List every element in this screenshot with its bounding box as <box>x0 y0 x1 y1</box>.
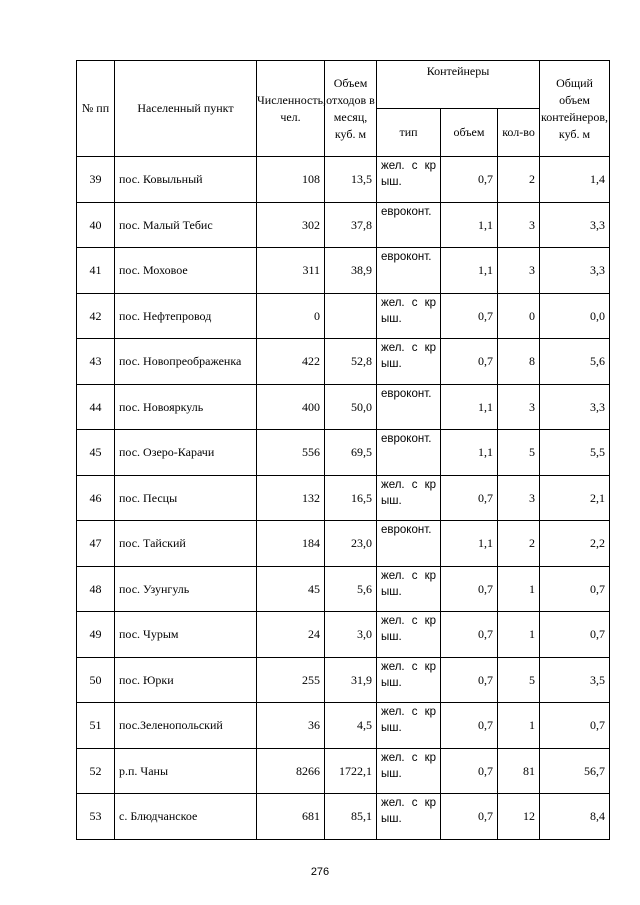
row-num: 42 <box>77 293 115 339</box>
row-population: 24 <box>257 612 325 658</box>
row-population: 311 <box>257 248 325 294</box>
row-num: 43 <box>77 339 115 385</box>
row-num: 40 <box>77 202 115 248</box>
row-num: 49 <box>77 612 115 658</box>
row-total-volume: 3,3 <box>540 248 610 294</box>
row-locality: пос. Тайский <box>115 521 257 567</box>
row-container-volume: 1,1 <box>441 248 498 294</box>
row-container-count: 81 <box>498 748 540 794</box>
row-container-count: 0 <box>498 293 540 339</box>
row-container-type: жел. с крыш. <box>377 703 441 749</box>
row-container-volume: 0,7 <box>441 566 498 612</box>
row-volume-monthly: 69,5 <box>325 430 377 476</box>
table-row <box>77 475 610 521</box>
page-number: 276 <box>310 866 330 878</box>
row-container-count: 5 <box>498 657 540 703</box>
table-row <box>77 703 610 749</box>
row-container-type: евроконт. <box>377 430 441 476</box>
row-container-type: жел. с крыш. <box>377 293 441 339</box>
row-volume-monthly: 52,8 <box>325 339 377 385</box>
row-total-volume: 0,7 <box>540 566 610 612</box>
row-population: 681 <box>257 794 325 840</box>
table-row <box>77 157 610 203</box>
row-total-volume: 2,2 <box>540 521 610 567</box>
row-locality: пос. Песцы <box>115 475 257 521</box>
row-num: 39 <box>77 157 115 203</box>
row-population: 132 <box>257 475 325 521</box>
row-container-volume: 0,7 <box>441 748 498 794</box>
row-container-volume: 0,7 <box>441 339 498 385</box>
row-container-type: евроконт. <box>377 248 441 294</box>
row-container-type: евроконт. <box>377 384 441 430</box>
header-count: кол-во <box>498 109 540 157</box>
row-total-volume: 5,6 <box>540 339 610 385</box>
row-locality: с. Блюдчанское <box>115 794 257 840</box>
row-container-count: 12 <box>498 794 540 840</box>
row-volume-monthly: 85,1 <box>325 794 377 840</box>
row-total-volume: 5,5 <box>540 430 610 476</box>
row-container-count: 1 <box>498 612 540 658</box>
row-population: 422 <box>257 339 325 385</box>
row-container-volume: 0,7 <box>441 612 498 658</box>
table-body <box>77 157 610 840</box>
row-num: 52 <box>77 748 115 794</box>
row-population: 45 <box>257 566 325 612</box>
row-locality: пос. Ковыльный <box>115 157 257 203</box>
row-total-volume: 8,4 <box>540 794 610 840</box>
row-container-count: 8 <box>498 339 540 385</box>
row-total-volume: 1,4 <box>540 157 610 203</box>
row-locality: пос. Узунгуль <box>115 566 257 612</box>
row-container-volume: 0,7 <box>441 703 498 749</box>
row-num: 41 <box>77 248 115 294</box>
table-row <box>77 339 610 385</box>
row-container-volume: 0,7 <box>441 157 498 203</box>
row-container-count: 5 <box>498 430 540 476</box>
table-row <box>77 566 610 612</box>
table-row <box>77 248 610 294</box>
row-locality: р.п. Чаны <box>115 748 257 794</box>
header-population: Численность, чел. <box>257 61 325 157</box>
header-containers: Контейнеры <box>377 61 540 109</box>
row-locality: пос. Нефтепровод <box>115 293 257 339</box>
row-container-type: жел. с крыш. <box>377 157 441 203</box>
row-locality: пос. Новопреображенка <box>115 339 257 385</box>
row-num: 44 <box>77 384 115 430</box>
row-num: 45 <box>77 430 115 476</box>
row-container-type: евроконт. <box>377 521 441 567</box>
header-volume: объем <box>441 109 498 157</box>
table-row <box>77 657 610 703</box>
row-container-volume: 0,7 <box>441 794 498 840</box>
row-volume-monthly: 23,0 <box>325 521 377 567</box>
row-total-volume: 56,7 <box>540 748 610 794</box>
row-container-volume: 1,1 <box>441 430 498 476</box>
row-container-type: жел. с крыш. <box>377 794 441 840</box>
row-container-count: 1 <box>498 703 540 749</box>
row-total-volume: 0,7 <box>540 703 610 749</box>
row-locality: пос. Новояркуль <box>115 384 257 430</box>
row-num: 51 <box>77 703 115 749</box>
table-row <box>77 794 610 840</box>
row-num: 48 <box>77 566 115 612</box>
row-population: 302 <box>257 202 325 248</box>
row-population: 556 <box>257 430 325 476</box>
row-volume-monthly <box>325 293 377 339</box>
table-row <box>77 202 610 248</box>
row-num: 46 <box>77 475 115 521</box>
header-locality: Населенный пункт <box>115 61 257 157</box>
row-volume-monthly: 1722,1 <box>325 748 377 794</box>
row-population: 184 <box>257 521 325 567</box>
header-total-volume: Общий объем контейнеров, куб. м <box>540 61 610 157</box>
row-locality: пос. Моховое <box>115 248 257 294</box>
row-num: 47 <box>77 521 115 567</box>
row-container-type: жел. с крыш. <box>377 475 441 521</box>
row-volume-monthly: 13,5 <box>325 157 377 203</box>
row-volume-monthly: 31,9 <box>325 657 377 703</box>
row-container-type: жел. с крыш. <box>377 657 441 703</box>
header-num: № пп <box>77 61 115 157</box>
table-row <box>77 430 610 476</box>
row-volume-monthly: 38,9 <box>325 248 377 294</box>
waste-containers-table <box>76 60 610 840</box>
row-container-count: 3 <box>498 248 540 294</box>
row-volume-monthly: 37,8 <box>325 202 377 248</box>
row-container-volume: 1,1 <box>441 384 498 430</box>
row-container-volume: 0,7 <box>441 475 498 521</box>
row-total-volume: 0,7 <box>540 612 610 658</box>
row-container-volume: 0,7 <box>441 293 498 339</box>
row-population: 255 <box>257 657 325 703</box>
row-container-volume: 0,7 <box>441 657 498 703</box>
row-container-type: жел. с крыш. <box>377 612 441 658</box>
row-num: 50 <box>77 657 115 703</box>
row-container-type: жел. с крыш. <box>377 748 441 794</box>
row-container-volume: 1,1 <box>441 202 498 248</box>
row-population: 108 <box>257 157 325 203</box>
row-total-volume: 3,5 <box>540 657 610 703</box>
row-container-count: 2 <box>498 521 540 567</box>
row-total-volume: 0,0 <box>540 293 610 339</box>
row-volume-monthly: 4,5 <box>325 703 377 749</box>
row-population: 8266 <box>257 748 325 794</box>
table-row <box>77 293 610 339</box>
row-container-volume: 1,1 <box>441 521 498 567</box>
row-volume-monthly: 16,5 <box>325 475 377 521</box>
row-volume-monthly: 3,0 <box>325 612 377 658</box>
row-total-volume: 2,1 <box>540 475 610 521</box>
row-container-count: 3 <box>498 202 540 248</box>
table-row <box>77 521 610 567</box>
row-num: 53 <box>77 794 115 840</box>
row-total-volume: 3,3 <box>540 384 610 430</box>
row-locality: пос. Чурым <box>115 612 257 658</box>
row-locality: пос. Юрки <box>115 657 257 703</box>
row-volume-monthly: 5,6 <box>325 566 377 612</box>
row-container-count: 2 <box>498 157 540 203</box>
row-container-count: 1 <box>498 566 540 612</box>
row-container-type: жел. с крыш. <box>377 566 441 612</box>
row-container-type: евроконт. <box>377 202 441 248</box>
header-volume-monthly: Объем отходов в месяц, куб. м <box>325 61 377 157</box>
table-header <box>77 61 610 157</box>
row-total-volume: 3,3 <box>540 202 610 248</box>
row-container-count: 3 <box>498 475 540 521</box>
row-population: 400 <box>257 384 325 430</box>
table-row <box>77 748 610 794</box>
table-row <box>77 384 610 430</box>
row-population: 36 <box>257 703 325 749</box>
header-type: тип <box>377 109 441 157</box>
row-locality: пос. Малый Тебис <box>115 202 257 248</box>
row-container-count: 3 <box>498 384 540 430</box>
row-volume-monthly: 50,0 <box>325 384 377 430</box>
row-container-type: жел. с крыш. <box>377 339 441 385</box>
row-locality: пос. Озеро-Карачи <box>115 430 257 476</box>
table-row <box>77 612 610 658</box>
row-population: 0 <box>257 293 325 339</box>
row-locality: пос.Зеленопольский <box>115 703 257 749</box>
